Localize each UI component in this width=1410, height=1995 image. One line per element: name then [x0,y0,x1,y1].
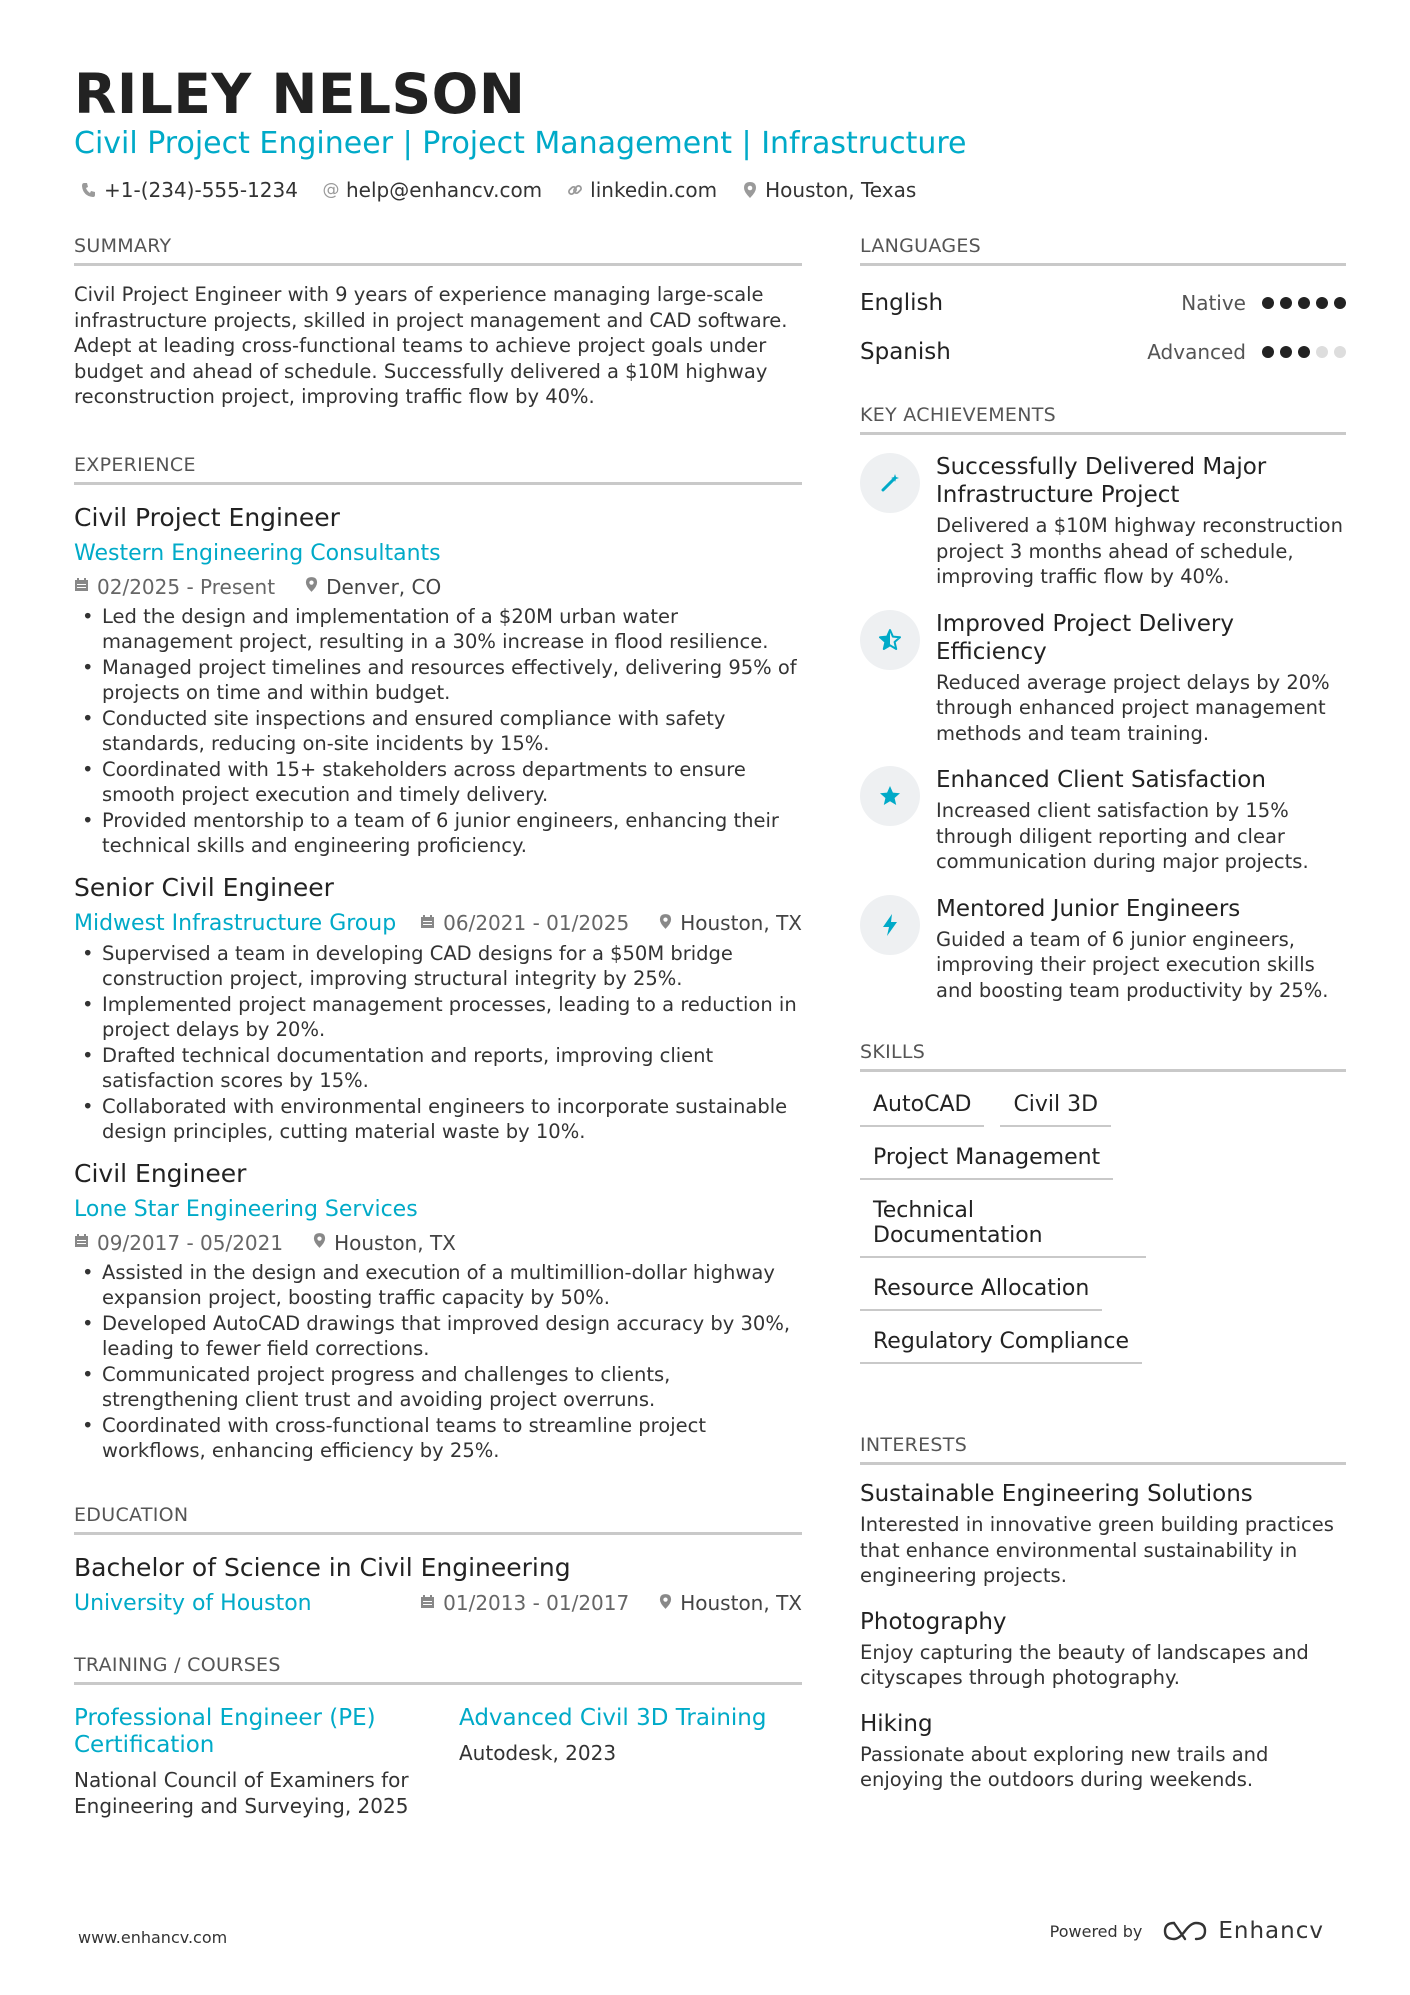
training-item [74,1705,417,1819]
education-heading: EDUCATION [74,1504,802,1535]
contact-location [741,178,916,202]
list-item: • Supervised a team in developing CAD designs for a $50M bridge construction project, improving structural integrity by 25%. [74,941,802,992]
education-meta [74,1591,802,1616]
training-issuer: National Council of Examiners for Engineering and Surveying, 2025 [74,1767,409,1818]
calendar-icon [420,1594,435,1613]
skills-list [860,1092,1346,1364]
link-icon [566,182,584,198]
list-item: • Implemented project management processes, leading to a reduction in project delays by 20%. [74,992,802,1043]
school-name: University of Houston [74,1590,312,1616]
education-dates-location [420,1591,802,1615]
brand-name: Enhancv [1218,1918,1324,1944]
job-location: Houston, TX [680,911,802,935]
star-icon [860,766,920,826]
proficiency-dot [1298,346,1310,358]
interest-item [860,1609,1346,1691]
experience-entry [74,1159,802,1464]
list-item: • Provided mentorship to a team of 6 junior engineers, enhancing their technical skills and engineering proficiency. [74,808,802,859]
calendar-icon [420,914,435,933]
proficiency-dot [1262,346,1274,358]
job-bullets [74,941,802,1145]
interest-desc: Passionate about exploring new trails and enjoying the outdoors during weekends. [860,1742,1269,1791]
skill-tag: Regulatory Compliance [860,1329,1142,1364]
skill-tag: Civil 3D [1000,1092,1111,1127]
language-level-group [1147,340,1346,364]
footer-website[interactable]: www.enhancv.com [78,1928,228,1947]
education-dates: 01/2013 - 01/2017 [443,1591,630,1615]
job-dates-location [420,911,802,935]
job-location: Denver, CO [326,574,442,599]
summary-heading: SUMMARY [74,235,802,266]
interest-title: Photography [860,1608,1007,1635]
skill-tag: Project Management [860,1145,1113,1180]
training-list [74,1705,802,1819]
achievements-heading: KEY ACHIEVEMENTS [860,404,1346,435]
achievement-title: Successfully Delivered Major Infrastructure Project [936,454,1267,508]
proficiency-dot [1334,346,1346,358]
skill-tag: Resource Allocation [860,1276,1102,1311]
job-dates: 02/2025 - Present [97,574,276,599]
language-level-group [1181,291,1346,315]
list-item: • Developed AutoCAD drawings that improved design accuracy by 30%, leading to fewer field corrections. [74,1311,802,1362]
language-name: English [860,289,944,316]
infinity-icon [1162,1919,1208,1943]
company-name: Western Engineering Consultants [74,540,441,566]
left-column [74,235,802,1819]
proficiency-dot [1334,297,1346,309]
footer-branding [1050,1918,1324,1944]
job-meta [74,575,802,599]
candidate-name: RILEY NELSON [74,62,526,126]
list-item: • Drafted technical documentation and reports, improving client satisfaction scores by 15%. [74,1043,802,1094]
right-column [860,235,1346,1793]
language-row [860,327,1346,376]
proficiency-dot [1316,297,1328,309]
achievement-desc: Increased client satisfaction by 15% through diligent reporting and clear communication during major projects. [936,799,1309,873]
achievement-desc: Guided a team of 6 junior engineers, improving their project execution skills and boosting team productivity by 25%. [936,927,1329,1002]
achievement-item [860,610,1346,747]
list-item: • Collaborated with environmental engineers to incorporate sustainable design principles, cutting material waste by 10%. [74,1094,802,1145]
proficiency-dot [1316,346,1328,358]
languages-list [860,278,1346,376]
proficiency-dot [1280,297,1292,309]
achievement-desc: Reduced average project delays by 20% through enhanced project management methods and team training. [936,670,1330,745]
proficiency-dots [1262,297,1346,309]
training-item [459,1705,802,1819]
training-heading: TRAINING / COURSES [74,1654,802,1685]
job-bullets [74,604,802,859]
job-meta [74,1231,802,1255]
language-name: Spanish [860,338,951,365]
achievement-item [860,895,1346,1004]
location-icon [659,1593,672,1614]
proficiency-dot [1262,297,1274,309]
interest-item [860,1711,1346,1793]
job-location: Houston, TX [334,1230,456,1255]
skills-heading: SKILLS [860,1041,1346,1072]
contact-bar [80,178,916,202]
proficiency-dots [1262,346,1346,358]
experience-heading: EXPERIENCE [74,454,802,485]
training-title: Advanced Civil 3D Training [459,1704,767,1731]
location-icon [313,1232,326,1253]
phone-icon [80,182,98,198]
job-title: Civil Project Engineer [74,502,340,532]
headline: Civil Project Engineer | Project Management | Infrastructure [74,126,967,161]
skill-tag: AutoCAD [860,1092,984,1127]
skill-tag: Technical Documentation [860,1198,1146,1258]
achievement-title: Improved Project Delivery Efficiency [936,610,1234,665]
contact-location-text: Houston, Texas [765,178,917,202]
training-title: Professional Engineer (PE) Certification [74,1704,376,1758]
education-location: Houston, TX [680,1591,802,1615]
achievement-item [860,453,1346,590]
training-issuer: Autodesk, 2023 [459,1740,617,1765]
enhancv-logo[interactable] [1162,1918,1324,1944]
job-dates: 06/2021 - 01/2025 [443,911,630,935]
experience-entry [74,873,802,1145]
contact-email-text: help@enhancv.com [345,178,543,202]
list-item: • Assisted in the design and execution of a multimillion-dollar highway expansion project, boosting traffic capacity by 50%. [74,1260,802,1311]
star-half-icon [860,610,920,670]
at-icon: @ [322,180,340,200]
location-icon [659,913,672,934]
list-item: • Coordinated with cross-functional teams to streamline project workflows, enhancing efficiency by 25%. [74,1413,802,1464]
calendar-icon [74,1233,89,1252]
magic-wand-icon [860,453,920,513]
contact-linkedin[interactable] [566,178,717,202]
company-name: Midwest Infrastructure Group [74,910,397,936]
job-bullets [74,1260,802,1464]
achievement-title: Mentored Junior Engineers [936,895,1241,922]
calendar-icon [74,577,89,596]
degree: Bachelor of Science in Civil Engineering [74,1552,571,1582]
language-level: Advanced [1147,339,1246,364]
summary-text: Civil Project Engineer with 9 years of experience managing large-scale infrastructure projects, skilled in project management and CAD software. Adept at leading cross-functional teams to achieve project goals under budget and ahead of schedule. Successfully delivered a $10M highway reconstruction project, improving traffic flow by 40%. [74,283,788,408]
company-name: Lone Star Engineering Services [74,1196,418,1222]
list-item: • Coordinated with 15+ stakeholders across departments to ensure smooth project execution and timely delivery. [74,757,802,808]
contact-phone-text: +1-(234)-555-1234 [104,178,298,202]
interest-desc: Enjoy capturing the beauty of landscapes and cityscapes through photography. [860,1640,1309,1689]
proficiency-dot [1280,346,1292,358]
proficiency-dot [1298,297,1310,309]
location-icon [305,576,318,597]
languages-heading: LANGUAGES [860,235,1346,266]
contact-email[interactable] [322,178,542,202]
achievement-desc: Delivered a $10M highway reconstruction project 3 months ahead of schedule, improving traffic flow by 40%. [936,514,1343,588]
language-level: Native [1181,290,1246,315]
interests-heading: INTERESTS [860,1434,1346,1465]
contact-linkedin-text: linkedin.com [590,178,718,202]
list-item: • Communicated project progress and challenges to clients, strengthening client trust and avoiding project overruns. [74,1362,802,1413]
education-entry [74,1553,802,1616]
interest-desc: Interested in innovative green building practices that enhance environmental sustainability in engineering projects. [860,1513,1334,1587]
job-dates: 09/2017 - 05/2021 [97,1230,284,1255]
experience-entry [74,503,802,859]
achievement-item [860,766,1346,875]
interest-item [860,1481,1346,1589]
job-meta [74,911,802,936]
powered-by-label: Powered by [1049,1921,1143,1941]
interest-title: Sustainable Engineering Solutions [860,1481,1253,1507]
achievement-title: Enhanced Client Satisfaction [936,767,1266,793]
lightning-icon [860,895,920,955]
contact-phone[interactable] [80,178,298,202]
interest-title: Hiking [860,1710,933,1737]
location-icon [741,181,759,199]
list-item: • Managed project timelines and resources effectively, delivering 95% of projects on time and within budget. [74,655,802,706]
list-item: • Led the design and implementation of a $20M urban water management project, resulting in a 30% increase in flood resilience. [74,604,802,655]
job-title: Civil Engineer [74,1158,247,1188]
job-title: Senior Civil Engineer [74,872,334,902]
language-row [860,278,1346,327]
list-item: • Conducted site inspections and ensured compliance with safety standards, reducing on-site incidents by 15%. [74,706,802,757]
